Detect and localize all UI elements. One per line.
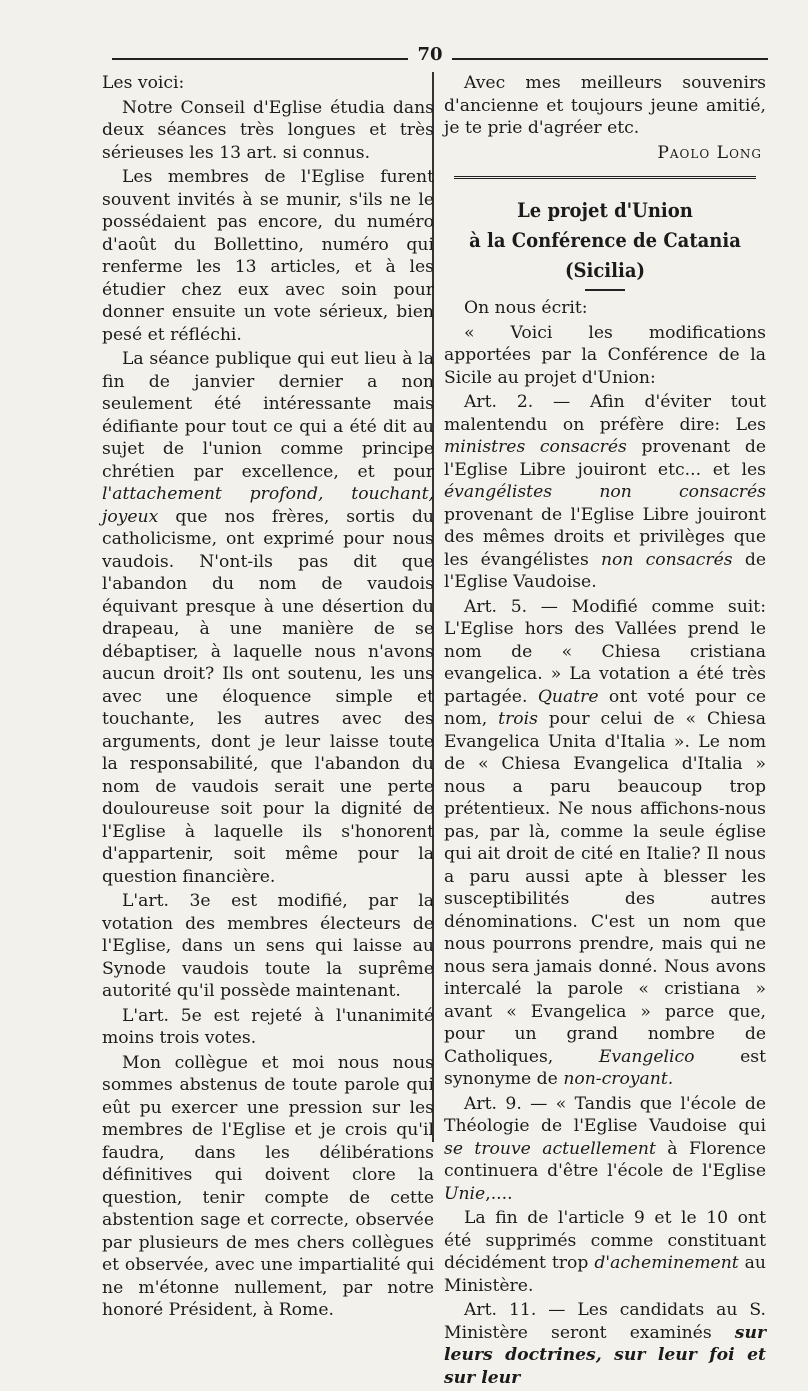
text-run: à Florence continuera d'être l'école de l'Eglise bbox=[444, 1138, 766, 1181]
paragraph-art-5 bbox=[444, 596, 766, 1091]
paragraph: L'art. 5e est rejeté à l'unanimité moins trois votes. bbox=[102, 1005, 434, 1048]
header-rule-left bbox=[112, 58, 408, 60]
page-number: 70 bbox=[417, 44, 443, 65]
paragraph-art-10 bbox=[444, 1207, 766, 1297]
left-column bbox=[102, 72, 434, 1324]
italic-run: évangélistes non consacrés bbox=[444, 482, 766, 502]
right-column bbox=[444, 72, 766, 1391]
paragraph: Notre Conseil d'Eglise étudia dans deux séances très longues et très sérieuses les 13 art. si connus. bbox=[102, 97, 434, 163]
paragraph bbox=[102, 348, 434, 888]
text-run: pour celui de « Chiesa Evangelica Unita d'Italia ». Le nom de « Chiesa Evangelica d'Italia » nous a paru beaucoup trop prétentieux. Ne nous affichons-nous pas, par là, comme la seule église qui ait droit de cité en Italie? Il nous a paru aussi apte à blesser les susceptibilités des autres dénominations. C'est un nom que nous pourrons prendre, mais qui ne nous sera jamais donné. Nous avons intercalé la parole « cristiana » avant « Evangelica » parce que, pour un grand nombre de Catholiques, bbox=[444, 709, 766, 1067]
italic-run: Evangelico bbox=[598, 1046, 695, 1067]
paragraph: « Voici les modifications apportées par la Conférence de la Sicile au projet d'Union: bbox=[444, 322, 766, 388]
paragraph: L'art. 3e est modifié, par la votation des membres électeurs de l'Eglise, dans un sens qui laisse au Synode vaudois toute la suprême autorité qu'il possède maintenant. bbox=[102, 891, 434, 1001]
text-run: Art. 5. — Modifié comme suit: L'Eglise hors des Vallées prend le nom de « Chiesa cristiana evangelica. » La votation a été très partagée. bbox=[444, 596, 766, 707]
paragraph: On nous écrit: bbox=[464, 298, 588, 318]
italic-run: ministres consacrés bbox=[444, 437, 627, 457]
text-run: est synonyme de bbox=[444, 1046, 766, 1089]
paragraph-art-9 bbox=[444, 1093, 766, 1206]
italic-run: trois bbox=[498, 709, 538, 729]
text-run: ,.... bbox=[485, 1183, 513, 1204]
paragraph: Les voici: bbox=[102, 73, 185, 93]
italic-run: non-croyant. bbox=[563, 1069, 674, 1089]
italic-run: l'attachement profond, touchant, joyeux bbox=[102, 484, 434, 527]
italic-run: sur leurs doctrines, sur leur foi et sur leur bbox=[444, 1322, 766, 1388]
italic-run: d'acheminement bbox=[594, 1253, 739, 1273]
text-run: provenant de l'Eglise Libre jouiront des mêmes droits et privilèges que les évangélistes bbox=[444, 504, 766, 570]
text-run: provenant de l'Eglise Libre jouiront etc... et les bbox=[444, 437, 766, 480]
italic-run: Quatre bbox=[537, 686, 599, 707]
text-run: ont voté pour ce nom, bbox=[444, 686, 766, 729]
text-run: Art. 2. — Afin d'éviter tout malentendu on préfère dire: Les bbox=[444, 392, 766, 435]
title-rule bbox=[585, 289, 625, 291]
paragraph-art-2 bbox=[444, 391, 766, 594]
paragraph: Mon collègue et moi nous nous sommes abstenus de toute parole qui eût pu exercer une pression sur les membres de l'Eglise et je crois qu'il faudra, dans les délibérations définitives qui doivent clore la question, tenir compte de cette abstention sage et correcte, observée par plusieurs de mes chers collègues et observée, avec une impartialité qui ne m'étonne nullement, par notre honoré Président, à Rome. bbox=[102, 1052, 434, 1320]
signature: Paolo Long bbox=[657, 142, 762, 163]
article-title: Le projet d'Union bbox=[517, 198, 693, 222]
italic-run: Unie bbox=[444, 1183, 486, 1204]
text-run: Art. 11. — Les candidats au S. Ministère seront examinés bbox=[444, 1300, 766, 1343]
header-rule-right bbox=[452, 58, 768, 60]
text-run: La séance publique qui eut lieu à la fin de janvier dernier a non seulement été intéressante mais édifiante pour tout ce qui a été dit au sujet de l'union comme principe chrétien par excellence, et pour bbox=[102, 349, 434, 482]
paragraph-art-11 bbox=[444, 1299, 766, 1389]
section-separator bbox=[454, 176, 756, 179]
article-subtitle: à la Conférence de Catania (Sicilia) bbox=[469, 228, 741, 282]
paragraph: Les membres de l'Eglise furent souvent invités à se munir, s'ils ne le possédaient pas encore, du numéro d'août du Bollettino, numéro qui renferme les 13 articles, et à les étudier chez eux avec soin pour donner ensuite un vote sérieux, bien pesé et réfléchi. bbox=[102, 167, 434, 345]
text-run: au Ministère. bbox=[444, 1253, 766, 1296]
text-run: de l'Eglise Vaudoise. bbox=[444, 549, 766, 592]
text-run: que nos frères, sortis du catholicisme, ont exprimé pour nous vaudois. N'ont-ils pas dit que l'abandon du nom de vaudois équivant presque à une désertion du drapeau, à une manière de se débaptiser, à laquelle nous n'avons aucun droit? Ils ont soutenu, les uns avec une éloquence simple et touchante, les autres avec des arguments, dont je leur laisse toute la responsabilité, que l'abandon du nom de vaudois serait une perte douloureuse soit pour la dignité de l'Eglise à laquelle ils s'honorent d'appartenir, soit même pour la question financière. bbox=[102, 506, 434, 887]
text-run: Art. 9. — « Tandis que l'école de Théologie de l'Eglise Vaudoise qui bbox=[444, 1093, 766, 1136]
italic-run: se trouve actuellement bbox=[444, 1138, 656, 1159]
closing-paragraph: Avec mes meilleurs souvenirs d'ancienne et toujours jeune amitié, je te prie d'agréer etc. bbox=[444, 73, 766, 138]
text-run: La fin de l'article 9 et le 10 ont été supprimés comme constituant décidément trop bbox=[444, 1208, 766, 1273]
italic-run: non consacrés bbox=[600, 549, 733, 570]
